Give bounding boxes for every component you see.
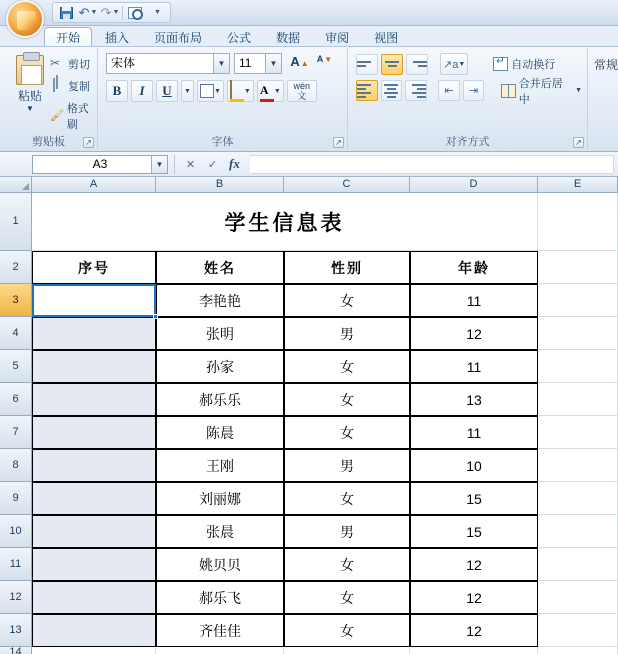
wrap-text-label: 自动换行 [511, 59, 556, 71]
tab-insert[interactable]: 插入 [105, 31, 130, 45]
ribbon [0, 47, 618, 152]
tab-formulas[interactable]: 公式 [227, 31, 252, 45]
font-color-button[interactable] [257, 80, 284, 102]
group-title-clipboard: 剪贴板 [32, 136, 65, 148]
quick-access-toolbar [52, 2, 171, 23]
cell-grid [32, 193, 618, 654]
underline-options-button[interactable] [181, 80, 194, 102]
cell-a12[interactable] [32, 581, 156, 614]
align-top-button[interactable] [356, 54, 378, 75]
column-header-d[interactable]: D [410, 177, 538, 193]
cell-a4[interactable] [32, 317, 156, 350]
save-button[interactable] [56, 4, 76, 21]
table-row[interactable] [32, 350, 618, 383]
cell-e8[interactable] [538, 449, 618, 482]
row-header-13[interactable]: 13 [0, 614, 32, 647]
chevron-down-icon: ▼ [213, 87, 221, 95]
underline-button[interactable]: U [156, 80, 178, 102]
clipboard-dialog-launcher[interactable]: ↗ [83, 137, 94, 148]
cell-a3[interactable] [32, 284, 156, 317]
name-box[interactable] [32, 155, 168, 174]
horizontal-align-row [356, 77, 587, 106]
title-bar [0, 0, 618, 26]
cell-e2[interactable] [538, 251, 618, 284]
cell-b9[interactable]: 刘丽娜 [156, 482, 284, 515]
cell-c3[interactable]: 女 [284, 284, 410, 317]
group-font [98, 48, 348, 150]
chevron-down-icon: ▼ [458, 60, 466, 68]
cell-a5[interactable] [32, 350, 156, 383]
cell-b3[interactable]: 李艳艳 [156, 284, 284, 317]
cell-d4[interactable]: 12 [410, 317, 538, 350]
row-header-6[interactable]: 6 [0, 383, 32, 416]
print-preview-icon [128, 7, 142, 19]
chevron-down-icon: ▼ [243, 87, 251, 95]
vertical-align-row [356, 53, 560, 75]
row-header-10[interactable]: 10 [0, 515, 32, 548]
name-box-value: A3 [92, 157, 108, 171]
cell-a14[interactable] [32, 647, 156, 654]
table-row[interactable] [32, 614, 618, 647]
chevron-down-icon: ▼ [154, 9, 161, 16]
cell-c8[interactable]: 男 [284, 449, 410, 482]
grow-font-label: A [290, 54, 300, 69]
sheet-title-cell[interactable]: 学生信息表 [32, 193, 538, 251]
cell-d6[interactable]: 13 [410, 383, 538, 416]
cell-a11[interactable] [32, 548, 156, 581]
cell-e6[interactable] [538, 383, 618, 416]
formula-input[interactable] [250, 155, 614, 174]
alignment-dialog-launcher[interactable]: ↗ [573, 137, 584, 148]
number-format-label[interactable]: 常规 [594, 58, 618, 72]
italic-button[interactable]: I [131, 80, 153, 102]
merge-center-label: 合并后居中 [518, 77, 563, 106]
cell-c6[interactable]: 女 [284, 383, 410, 416]
align-bottom-button[interactable] [406, 54, 428, 75]
tab-review[interactable]: 审阅 [325, 31, 350, 45]
redo-icon: ↷ [100, 5, 112, 20]
cut-label: 剪切 [68, 59, 90, 71]
accept-entry-button[interactable] [204, 156, 221, 173]
phonetic-guide-button[interactable] [287, 80, 317, 102]
scissors-icon [50, 57, 64, 71]
column-header-b[interactable]: B [156, 177, 284, 193]
format-painter-button[interactable] [50, 100, 97, 132]
cell-b2[interactable]: 姓名 [156, 251, 284, 284]
office-button[interactable] [6, 0, 44, 38]
merge-center-button[interactable] [496, 77, 587, 106]
cell-c11[interactable]: 女 [284, 548, 410, 581]
cell-a9[interactable] [32, 482, 156, 515]
column-header-c[interactable]: C [284, 177, 410, 193]
row-header-11[interactable]: 11 [0, 548, 32, 581]
decrease-indent-button[interactable]: ⇤ [438, 80, 460, 101]
worksheet[interactable] [0, 177, 618, 654]
table-row[interactable] [32, 548, 618, 581]
cell-e5[interactable] [538, 350, 618, 383]
cell-c13[interactable]: 女 [284, 614, 410, 647]
table-row[interactable] [32, 317, 618, 350]
table-row[interactable] [32, 383, 618, 416]
qat-separator [122, 6, 123, 20]
cell-d3[interactable]: 11 [410, 284, 538, 317]
cell-d8[interactable]: 10 [410, 449, 538, 482]
align-right-button[interactable] [405, 80, 427, 101]
undo-button[interactable] [78, 4, 98, 21]
cell-c7[interactable]: 女 [284, 416, 410, 449]
paste-button[interactable] [8, 52, 52, 118]
tab-view[interactable]: 视图 [374, 31, 399, 45]
chevron-down-icon[interactable]: ▼ [213, 54, 229, 73]
select-all-button[interactable] [0, 177, 32, 193]
borders-button[interactable] [197, 80, 224, 102]
wrap-text-button[interactable] [488, 54, 560, 75]
customize-qat-button[interactable] [147, 4, 167, 21]
cut-button[interactable] [50, 56, 90, 72]
cell-c12[interactable]: 女 [284, 581, 410, 614]
font-name-combo[interactable] [106, 53, 230, 74]
table-row[interactable] [32, 416, 618, 449]
cell-a6[interactable] [32, 383, 156, 416]
copy-label: 复制 [68, 81, 90, 93]
chevron-down-icon: ▼ [26, 104, 34, 113]
group-title-alignment: 对齐方式 [445, 136, 490, 148]
cell-c2[interactable]: 性别 [284, 251, 410, 284]
cell-b13[interactable]: 齐佳佳 [156, 614, 284, 647]
copy-button[interactable] [50, 78, 90, 94]
cell-e4[interactable] [538, 317, 618, 350]
orientation-icon: ↗a [443, 58, 459, 71]
cell-a10[interactable] [32, 515, 156, 548]
merge-cells-icon [501, 84, 516, 98]
cell-c14[interactable] [284, 647, 410, 654]
cell-b8[interactable]: 王刚 [156, 449, 284, 482]
ribbon-tabs [44, 26, 411, 48]
align-middle-button[interactable] [381, 54, 403, 75]
cell-c9[interactable]: 女 [284, 482, 410, 515]
fill-color-icon [230, 81, 244, 102]
chevron-down-icon: ▼ [90, 9, 98, 16]
cell-b12[interactable]: 郝乐飞 [156, 581, 284, 614]
row-headers [0, 193, 32, 654]
tab-page-layout[interactable]: 页面布局 [154, 31, 203, 45]
cancel-entry-button[interactable] [182, 156, 199, 173]
font-color-icon: A [260, 81, 274, 102]
table-row[interactable] [32, 581, 618, 614]
save-icon [60, 7, 73, 19]
cell-b5[interactable]: 孙家 [156, 350, 284, 383]
column-headers [32, 177, 618, 193]
cell-b4[interactable]: 张明 [156, 317, 284, 350]
cell-d14[interactable] [410, 647, 538, 654]
chevron-down-icon[interactable]: ▼ [265, 54, 281, 73]
font-dialog-launcher[interactable]: ↗ [333, 137, 344, 148]
cell-e11[interactable] [538, 548, 618, 581]
close-icon: ✕ [185, 159, 196, 171]
cell-d13[interactable]: 12 [410, 614, 538, 647]
format-painter-icon [50, 109, 63, 123]
table-row[interactable] [32, 449, 618, 482]
row-header-12[interactable]: 12 [0, 581, 32, 614]
chevron-down-icon[interactable]: ▼ [151, 156, 167, 173]
cell-b7[interactable]: 陈晨 [156, 416, 284, 449]
copy-icon [50, 79, 64, 93]
cell-e3[interactable] [538, 284, 618, 317]
increase-indent-button[interactable]: ⇥ [463, 80, 485, 101]
chevron-down-icon: ▼ [112, 9, 120, 16]
wrap-text-icon [493, 57, 508, 71]
cell-d12[interactable]: 12 [410, 581, 538, 614]
font-size-value: 11 [239, 56, 252, 70]
font-size-steppers [288, 53, 336, 74]
format-painter-label: 格式刷 [66, 103, 89, 131]
paste-icon [16, 55, 44, 85]
group-clipboard [0, 48, 98, 150]
cell-e7[interactable] [538, 416, 618, 449]
print-preview-button[interactable] [125, 4, 145, 21]
cell-e9[interactable] [538, 482, 618, 515]
cell-d2[interactable]: 年龄 [410, 251, 538, 284]
check-icon: ✓ [207, 159, 218, 171]
table-row[interactable] [32, 193, 618, 251]
chevron-down-icon: ▼ [184, 87, 191, 95]
cell-e1[interactable] [538, 193, 618, 251]
table-row[interactable] [32, 284, 618, 317]
cell-e10[interactable] [538, 515, 618, 548]
tab-data[interactable]: 数据 [276, 31, 301, 45]
column-header-a[interactable]: A [32, 177, 156, 193]
tab-home[interactable]: 开始 [44, 27, 92, 48]
align-center-button[interactable] [381, 80, 403, 101]
group-number [588, 48, 618, 150]
font-size-combo[interactable] [234, 53, 282, 74]
row-header-2[interactable]: 2 [0, 251, 32, 284]
cell-d10[interactable]: 15 [410, 515, 538, 548]
cell-a2[interactable]: 序号 [32, 251, 156, 284]
table-row[interactable] [32, 647, 618, 654]
chevron-down-icon: ▼ [273, 87, 281, 95]
insert-function-button[interactable]: fx [229, 156, 240, 171]
redo-button[interactable] [100, 4, 120, 21]
cell-b14[interactable] [156, 647, 284, 654]
cell-a8[interactable] [32, 449, 156, 482]
grow-font-button[interactable]: A ▲ [290, 54, 309, 69]
align-left-button[interactable] [356, 80, 378, 101]
formula-bar [0, 152, 618, 177]
shrink-font-label: A [316, 54, 324, 64]
row-header-9[interactable]: 9 [0, 482, 32, 515]
cell-b10[interactable]: 张晨 [156, 515, 284, 548]
row-header-7[interactable]: 7 [0, 416, 32, 449]
cell-d11[interactable]: 12 [410, 548, 538, 581]
undo-icon: ↶ [78, 5, 90, 20]
borders-icon [200, 84, 214, 98]
cell-e13[interactable] [538, 614, 618, 647]
cell-e12[interactable] [538, 581, 618, 614]
paste-label: 粘贴 [17, 89, 42, 103]
column-header-e[interactable]: E [538, 177, 618, 193]
font-name-value: 宋体 [111, 56, 136, 70]
group-title-font: 字体 [211, 136, 234, 148]
fill-color-button[interactable] [227, 80, 254, 102]
row-header-8[interactable]: 8 [0, 449, 32, 482]
cell-b11[interactable]: 姚贝贝 [156, 548, 284, 581]
group-alignment [348, 48, 588, 150]
row-header-4[interactable]: 4 [0, 317, 32, 350]
cell-c10[interactable]: 男 [284, 515, 410, 548]
table-row[interactable] [32, 251, 618, 284]
cell-a7[interactable] [32, 416, 156, 449]
font-format-row [106, 80, 317, 102]
table-row[interactable] [32, 515, 618, 548]
cell-c5[interactable]: 女 [284, 350, 410, 383]
bold-button[interactable]: B [106, 80, 128, 102]
chevron-down-icon: ▼ [575, 87, 583, 94]
shrink-font-button[interactable]: A ▼ [316, 54, 333, 64]
cell-a13[interactable] [32, 614, 156, 647]
phonetic-line2: 文 [297, 91, 307, 101]
row-header-3[interactable]: 3 [0, 284, 32, 317]
row-header-5[interactable]: 5 [0, 350, 32, 383]
row-header-1[interactable]: 1 [0, 193, 32, 251]
formula-bar-separator [174, 155, 175, 174]
cell-b6[interactable]: 郝乐乐 [156, 383, 284, 416]
cell-d7[interactable]: 11 [410, 416, 538, 449]
row-header-14[interactable]: 14 [0, 647, 32, 654]
cell-d9[interactable]: 15 [410, 482, 538, 515]
phonetic-line1: wén [293, 81, 310, 91]
orientation-button[interactable] [440, 53, 468, 75]
cell-d5[interactable]: 11 [410, 350, 538, 383]
cell-e14[interactable] [538, 647, 618, 654]
cell-c4[interactable]: 男 [284, 317, 410, 350]
table-row[interactable] [32, 482, 618, 515]
